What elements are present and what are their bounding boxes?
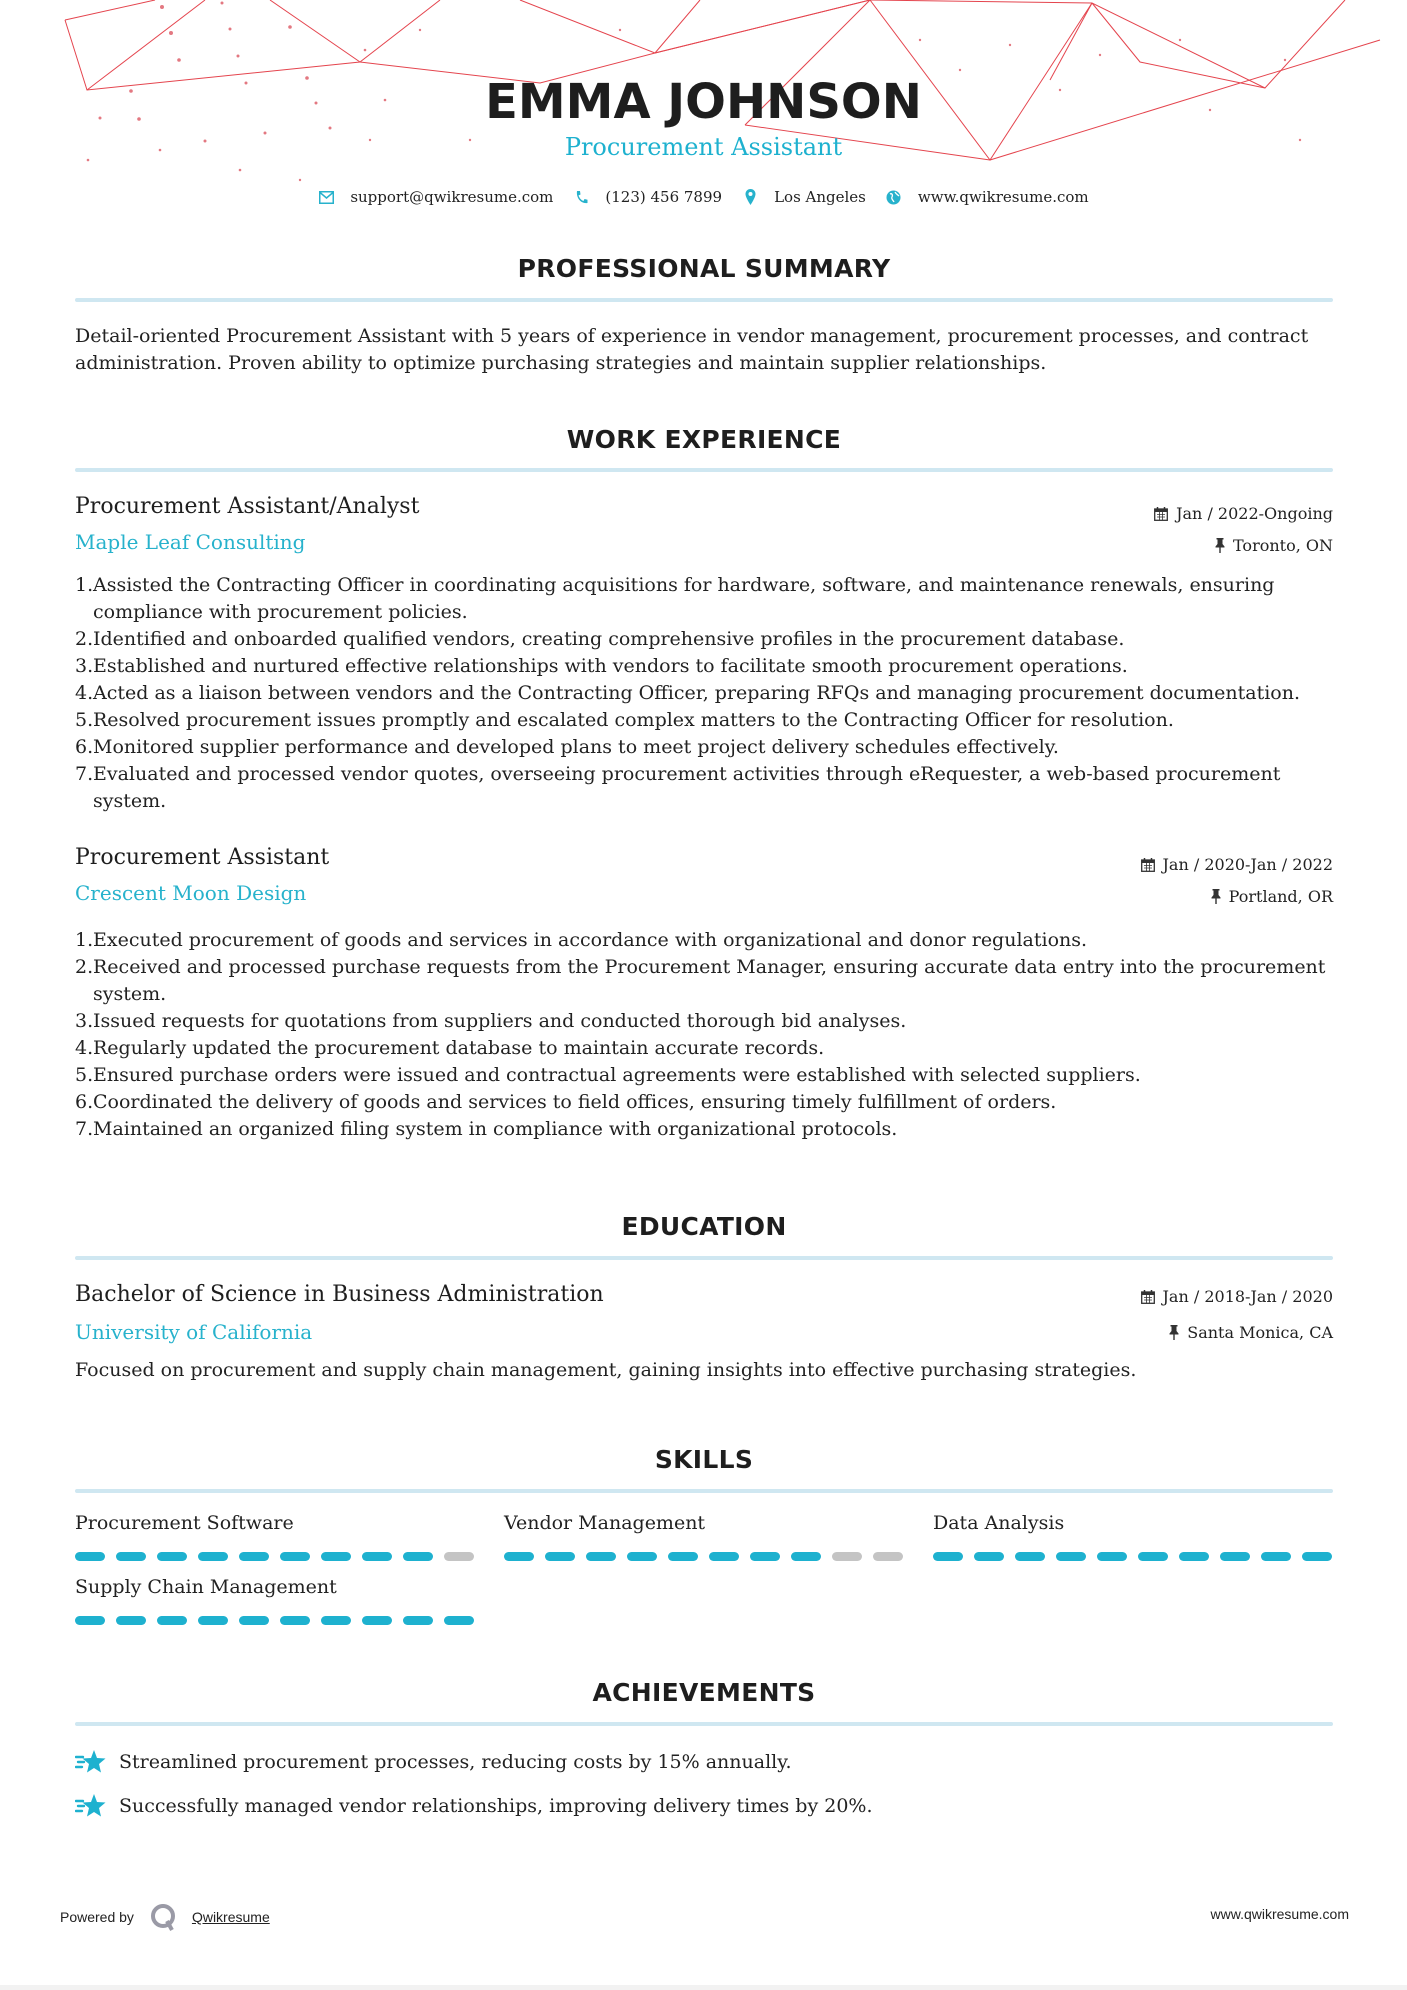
skill-dash-filled (239, 1616, 269, 1625)
calendar-icon (1141, 1290, 1155, 1304)
contact-phone[interactable] (573, 188, 722, 206)
education-location (1169, 1323, 1333, 1342)
skill-label: Supply Chain Management (75, 1576, 337, 1598)
list-item: 7. Evaluated and processed vendor quotes, overseeing procurement activities through eRequester, a web-based procurement system. (75, 763, 1281, 812)
email-text: support@qwikresume.com (350, 188, 554, 206)
section-heading-skills: SKILLS (654, 1445, 754, 1474)
skill-level-bar (75, 1616, 475, 1625)
job-title: Procurement Assistant/Analyst (75, 494, 420, 519)
list-item: 2. Identified and onboarded qualified vendors, creating comprehensive profiles in the procurement database. (75, 628, 1125, 650)
skill-dash-filled (198, 1616, 228, 1625)
skill-dash-filled (280, 1616, 310, 1625)
section-heading-education: EDUCATION (621, 1212, 787, 1241)
list-item: 5. Resolved procurement issues promptly and escalated complex matters to the Contracting Officer for resolution. (75, 709, 1174, 731)
degree-title: Bachelor of Science in Business Administration (75, 1282, 604, 1307)
skill-dash-filled (362, 1616, 392, 1625)
achievement-item (75, 1748, 791, 1776)
phone-icon (573, 189, 589, 205)
skill-dash-filled (403, 1616, 433, 1625)
job-responsibilities (75, 927, 1337, 1143)
skill-dash-empty (444, 1552, 474, 1561)
skill-dash-filled (545, 1552, 575, 1561)
achievement-text: Streamlined procurement processes, reducing costs by 15% annually. (119, 1751, 792, 1773)
contact-bar (0, 188, 1407, 206)
skill-label: Data Analysis (933, 1512, 1065, 1534)
dates-text: Jan / 2022-Ongoing (1176, 504, 1333, 523)
company-name: Maple Leaf Consulting (75, 530, 306, 554)
job-location (1215, 536, 1333, 555)
candidate-title: Procurement Assistant (564, 133, 843, 161)
skill-dash-filled (403, 1552, 433, 1561)
skill-dash-filled (1179, 1552, 1209, 1561)
website-text: www.qwikresume.com (917, 188, 1089, 206)
skill-dash-filled (1261, 1552, 1291, 1561)
skill-dash-filled (157, 1552, 187, 1561)
achievement-text: Successfully managed vendor relationships, improving delivery times by 20%. (119, 1795, 873, 1817)
qwikresume-logo-icon (150, 1903, 178, 1931)
skill-dash-filled (974, 1552, 1004, 1561)
skill-dash-filled (791, 1552, 821, 1561)
map-marker-icon (742, 189, 758, 205)
skill-dash-filled (750, 1552, 780, 1561)
skill-data-analysis (933, 1512, 1333, 1561)
skill-dash-filled (198, 1552, 228, 1561)
list-item: 4. Acted as a liaison between vendors and the Contracting Officer, preparing RFQs and managing procurement documentation. (75, 682, 1301, 704)
contact-email[interactable] (318, 188, 553, 206)
skill-dash-filled (321, 1616, 351, 1625)
education-dates (1141, 1287, 1333, 1306)
skill-dash-filled (504, 1552, 534, 1561)
page-bottom-edge (0, 1985, 1407, 1990)
skill-dash-filled (75, 1552, 105, 1561)
section-divider (75, 298, 1333, 302)
footer-powered-by (60, 1903, 270, 1931)
star-achievement-icon (75, 1792, 109, 1820)
section-heading-experience: WORK EXPERIENCE (566, 425, 842, 454)
list-item: 2. Received and processed purchase requests from the Procurement Manager, ensuring accurate data entry into the procurement system. (75, 956, 1326, 1005)
list-item: 3. Issued requests for quotations from suppliers and conducted thorough bid analyses. (75, 1010, 907, 1032)
candidate-name: EMMA JOHNSON (485, 74, 922, 130)
location-text: Toronto, ON (1233, 536, 1333, 555)
achievement-item (75, 1792, 873, 1820)
skill-dash-filled (1138, 1552, 1168, 1561)
section-heading-achievements: ACHIEVEMENTS (592, 1678, 816, 1707)
skill-dash-filled (1097, 1552, 1127, 1561)
job-dates (1141, 855, 1333, 874)
pushpin-icon (1169, 1325, 1179, 1340)
globe-icon (886, 189, 902, 205)
skill-dash-filled (280, 1552, 310, 1561)
dates-text: Jan / 2018-Jan / 2020 (1162, 1287, 1333, 1306)
list-item: 1. Assisted the Contracting Officer in coordinating acquisitions for hardware, software, and maintenance renewals, ensuring compliance with procurement policies. (75, 574, 1275, 623)
skill-label: Vendor Management (504, 1512, 706, 1534)
skill-supply-chain-management (75, 1576, 475, 1625)
section-divider (75, 1489, 1333, 1493)
list-item: 4. Regularly updated the procurement database to maintain accurate records. (75, 1037, 825, 1059)
pushpin-icon (1211, 889, 1221, 904)
location-text: Los Angeles (774, 188, 866, 206)
section-heading-summary: PROFESSIONAL SUMMARY (517, 254, 891, 283)
qwikresume-link[interactable]: Qwikresume (191, 1909, 270, 1925)
location-text: Portland, OR (1228, 887, 1333, 906)
skill-level-bar (504, 1552, 904, 1561)
job-location (1211, 887, 1333, 906)
calendar-icon (1154, 507, 1168, 521)
skill-dash-filled (116, 1616, 146, 1625)
skill-dash-empty (832, 1552, 862, 1561)
skill-level-bar (933, 1552, 1333, 1561)
skill-dash-filled (239, 1552, 269, 1561)
skill-dash-filled (1302, 1552, 1332, 1561)
job-dates (1154, 504, 1333, 523)
skill-dash-filled (362, 1552, 392, 1561)
dates-text: Jan / 2020-Jan / 2022 (1162, 855, 1333, 874)
list-item: 6. Monitored supplier performance and developed plans to meet project delivery schedules effectively. (75, 736, 1059, 758)
phone-text: (123) 456 7899 (605, 188, 723, 206)
skill-dash-filled (157, 1616, 187, 1625)
skill-dash-filled (444, 1616, 474, 1625)
job-responsibilities (75, 572, 1337, 815)
job-title: Procurement Assistant (75, 845, 330, 870)
calendar-icon (1141, 858, 1155, 872)
school-name: University of California (75, 1320, 313, 1344)
summary-text: Detail-oriented Procurement Assistant with 5 years of experience in vendor management, procurement processes, and contract administration. Proven ability to optimize purchasing strategies and maintain supplier relationships. (75, 325, 1309, 374)
contact-location (742, 188, 866, 206)
skill-dash-filled (586, 1552, 616, 1561)
envelope-icon (318, 189, 334, 205)
skill-vendor-management (504, 1512, 904, 1561)
skill-level-bar (75, 1552, 475, 1561)
skill-dash-filled (1056, 1552, 1086, 1561)
skill-dash-filled (321, 1552, 351, 1561)
skill-dash-filled (627, 1552, 657, 1561)
skill-dash-filled (933, 1552, 963, 1561)
list-item: 5. Ensured purchase orders were issued and contractual agreements were established with selected suppliers. (75, 1064, 1141, 1086)
skill-dash-filled (1220, 1552, 1250, 1561)
list-item: 3. Established and nurtured effective relationships with vendors to facilitate smooth procurement operations. (75, 655, 1128, 677)
pushpin-icon (1215, 538, 1225, 553)
skill-dash-filled (116, 1552, 146, 1561)
list-item: 7. Maintained an organized filing system in compliance with organizational protocols. (75, 1118, 898, 1140)
skill-dash-filled (709, 1552, 739, 1561)
skill-dash-empty (873, 1552, 903, 1561)
skill-dash-filled (1015, 1552, 1045, 1561)
skill-dash-filled (668, 1552, 698, 1561)
education-description: Focused on procurement and supply chain management, gaining insights into effective purchasing strategies. (75, 1359, 1137, 1381)
footer-website[interactable]: www.qwikresume.com (1210, 1906, 1349, 1922)
section-divider (75, 1722, 1333, 1726)
section-divider (75, 1256, 1333, 1260)
star-achievement-icon (75, 1748, 109, 1776)
list-item: 1. Executed procurement of goods and services in accordance with organizational and donor regulations. (75, 929, 1088, 951)
skill-label: Procurement Software (75, 1512, 294, 1534)
powered-by-label: Powered by (60, 1909, 134, 1925)
section-divider (75, 468, 1333, 472)
contact-website[interactable] (886, 188, 1089, 206)
skill-procurement-software (75, 1512, 475, 1561)
skill-dash-filled (75, 1616, 105, 1625)
list-item: 6. Coordinated the delivery of goods and services to field offices, ensuring timely fulfillment of orders. (75, 1091, 1057, 1113)
company-name: Crescent Moon Design (75, 881, 307, 905)
location-text: Santa Monica, CA (1187, 1323, 1333, 1342)
